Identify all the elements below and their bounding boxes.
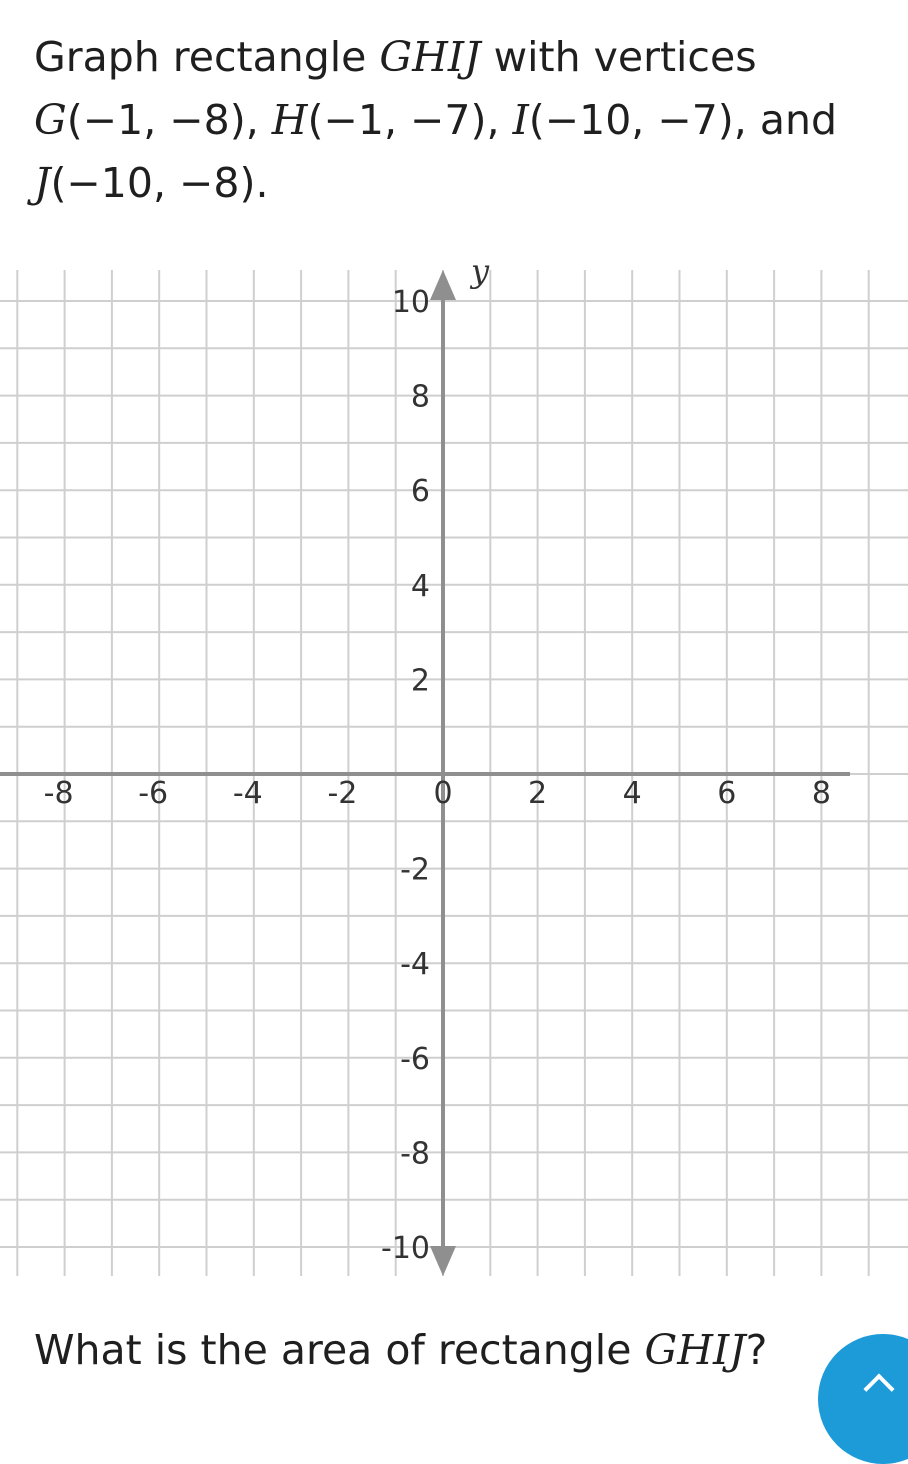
problem-statement [34, 26, 894, 215]
y-tick-label: -4 [400, 947, 430, 983]
x-tick-label: 6 [717, 776, 737, 811]
with-vertices-text: with vertices [493, 33, 757, 81]
y-tick-label: 6 [410, 474, 430, 510]
y-tick-label: -6 [400, 1041, 430, 1077]
question-prefix: What is the area of rectangle [34, 1326, 632, 1374]
chevron-up-icon [863, 1373, 894, 1404]
question-rect-name: GHIJ [644, 1326, 746, 1374]
rect-name: GHIJ [379, 33, 481, 81]
vertex-h-label: H [271, 96, 308, 144]
y-tick-label: 4 [410, 568, 430, 604]
x-tick-label: -2 [327, 776, 358, 811]
vertex-i-label: I [512, 96, 529, 144]
help-button[interactable] [818, 1334, 908, 1464]
y-tick-label: 10 [391, 285, 430, 320]
x-tick-label: 8 [811, 776, 831, 811]
coordinate-grid[interactable] [0, 250, 908, 1290]
vertex-j-coords: (−10, −8). [50, 159, 269, 207]
vertex-g-coords: (−1, −8), [66, 96, 259, 144]
y-axis-arrow-down [430, 1246, 456, 1276]
y-tick-label: -8 [400, 1136, 430, 1172]
y-tick-label: 2 [410, 663, 430, 699]
x-tick-label: -6 [138, 776, 169, 811]
x-tick-label: -4 [232, 776, 263, 811]
and-text: and [759, 96, 838, 144]
x-tick-label: 2 [528, 776, 548, 811]
x-tick-label: 4 [622, 776, 642, 811]
vertex-i-coords: (−10, −7), [528, 96, 747, 144]
y-tick-label: 8 [410, 379, 430, 415]
x-tick-label: 0 [433, 776, 453, 811]
x-tick-label: -8 [43, 776, 74, 811]
question-text [34, 1324, 767, 1376]
y-tick-label: -2 [400, 852, 430, 888]
y-tick-label: -10 [381, 1231, 430, 1266]
y-axis-label: y [471, 252, 490, 290]
vertex-h-coords: (−1, −7), [307, 96, 500, 144]
vertex-g-label: G [34, 96, 67, 144]
y-axis-arrow-up [430, 270, 456, 300]
question-suffix: ? [745, 1326, 768, 1374]
vertex-j-label: J [34, 159, 51, 207]
problem-intro: Graph rectangle [34, 33, 367, 81]
